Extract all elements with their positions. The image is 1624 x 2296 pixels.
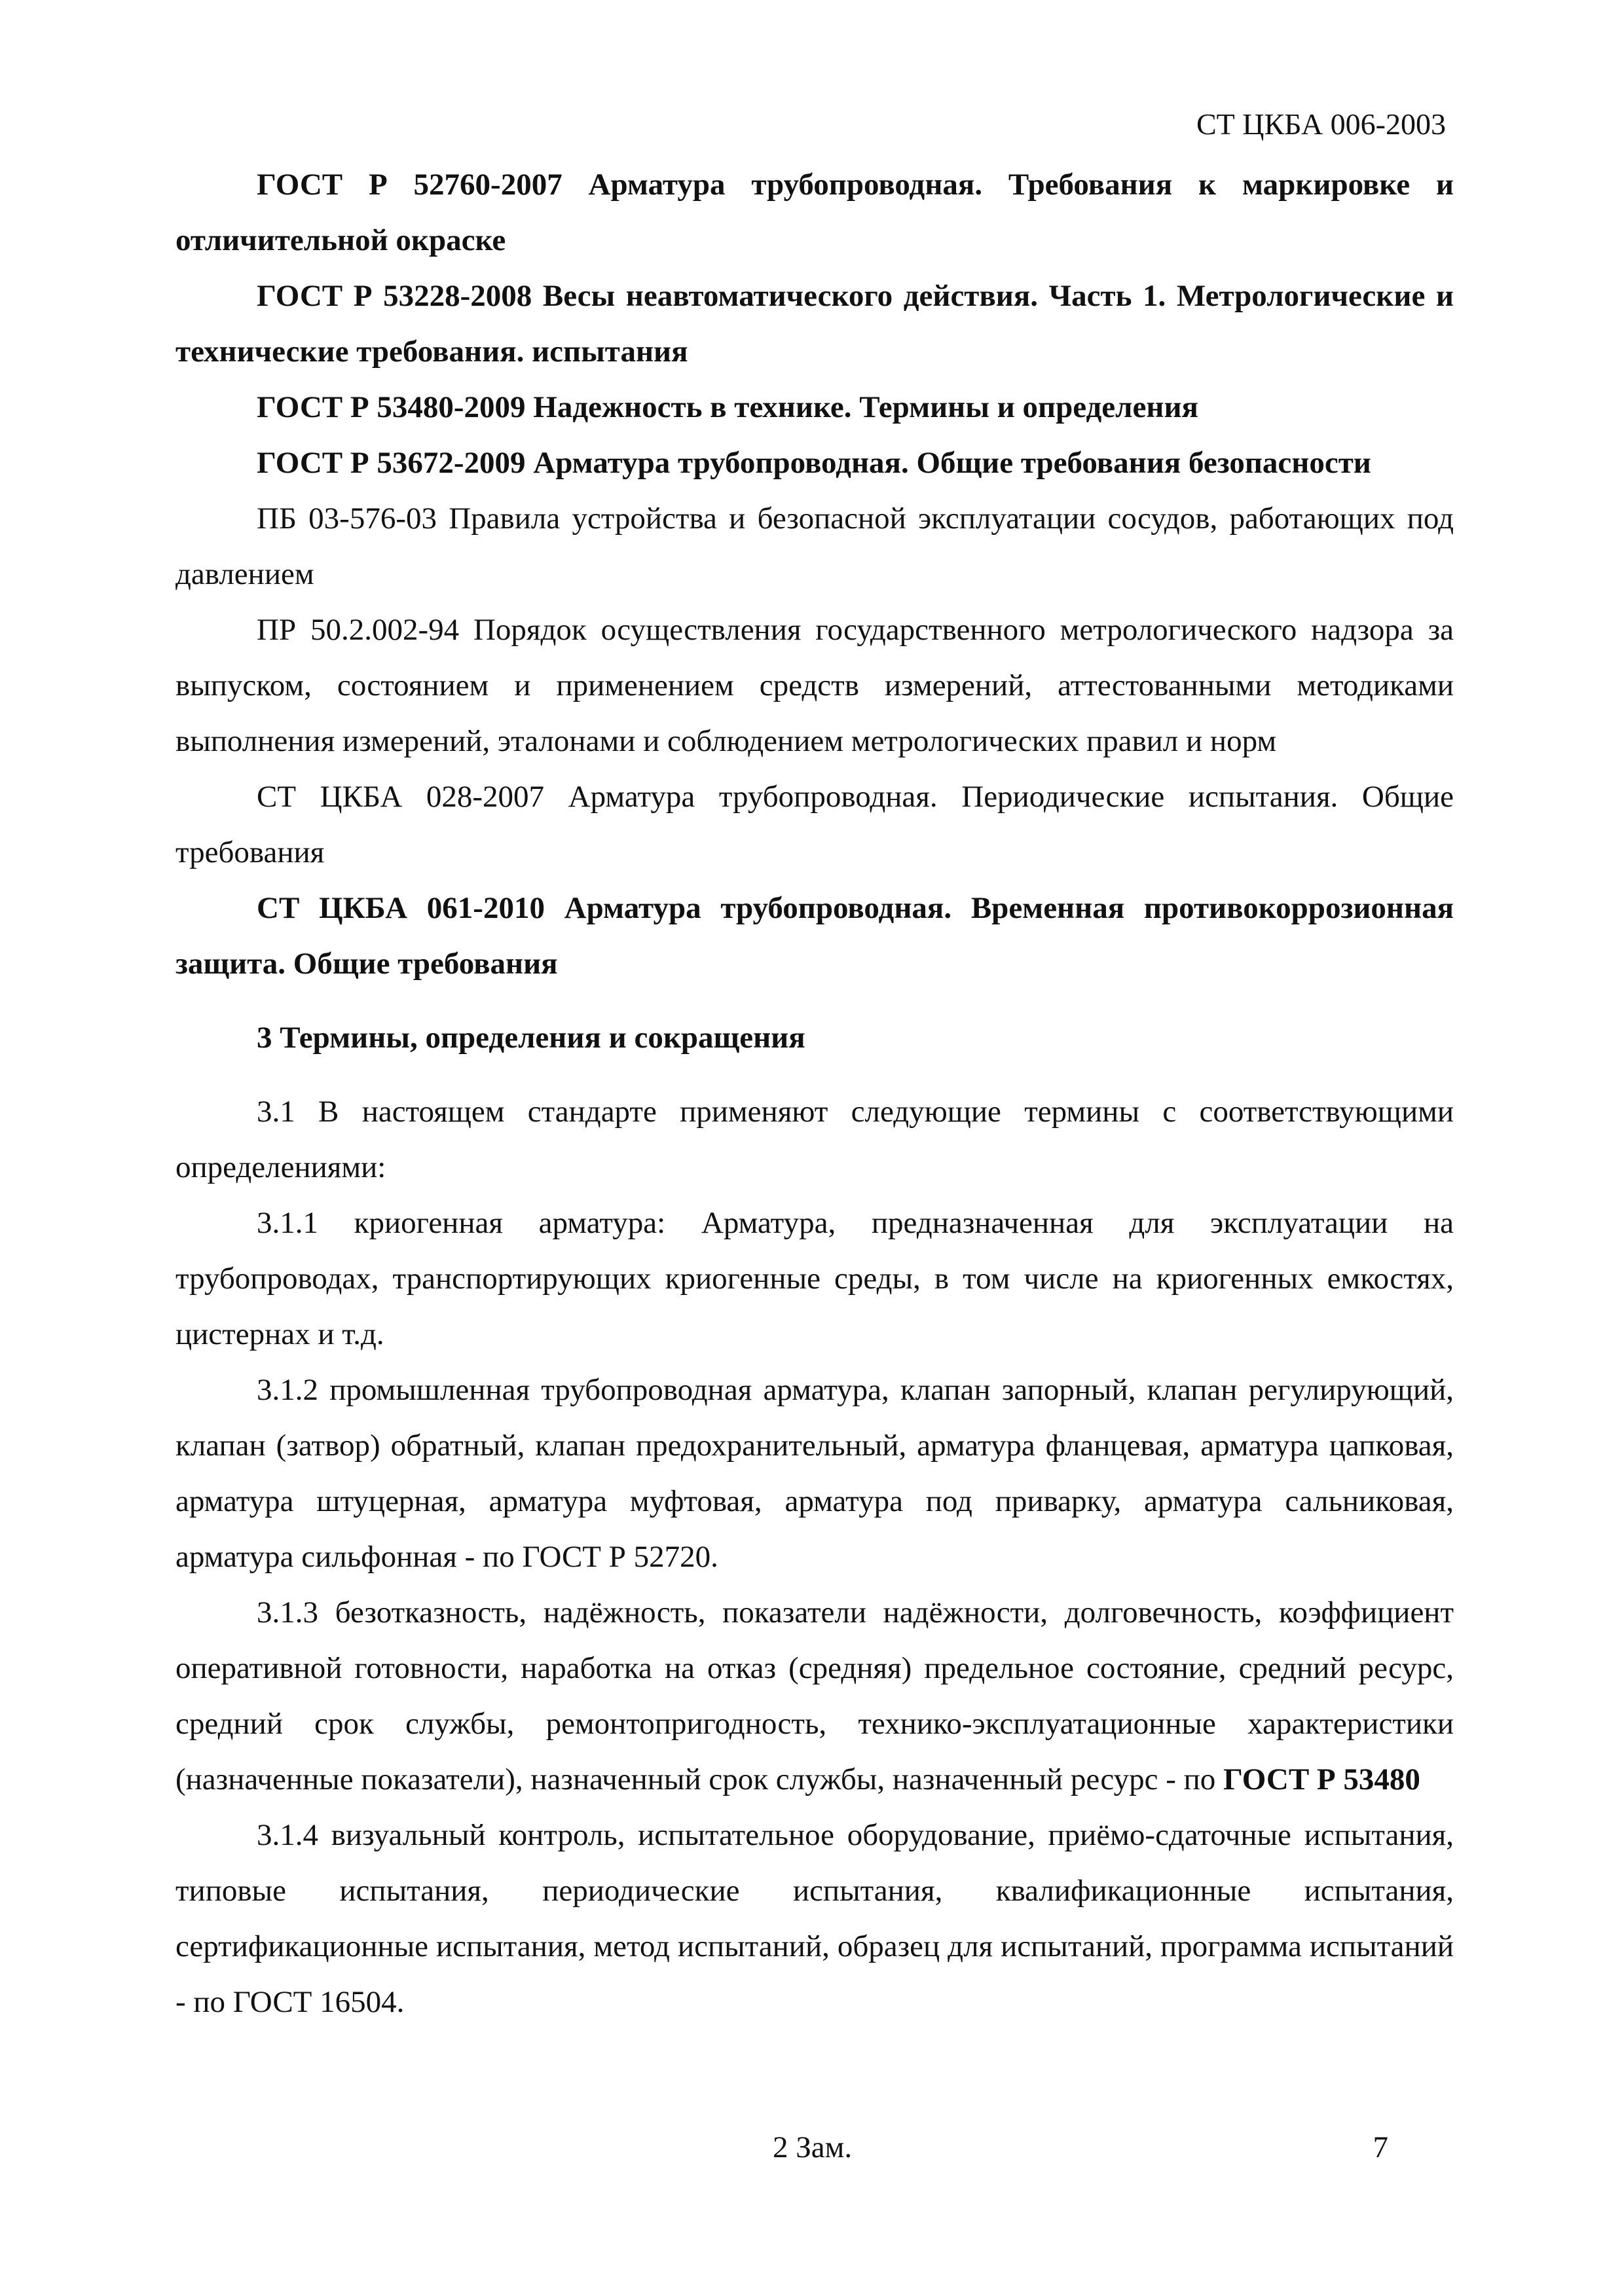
page-number: 7	[1373, 2130, 1388, 2164]
reference-st-ckba-061: СТ ЦКБА 061-2010 Арматура трубопроводная. Временная противокоррозионная защита. Общие требования	[175, 891, 1454, 981]
document-code-header: СТ ЦКБА 006-2003	[1196, 107, 1446, 141]
reference-gost-53672: ГОСТ Р 53672-2009 Арматура трубопроводная. Общие требования безопасности	[257, 446, 1371, 480]
clause-3-1-4: 3.1.4 визуальный контроль, испытательное оборудование, приёмо-сдаточные испытания, типовые испытания, периодические испытания, квалификационные испытания, сертификационные испытания, метод испытаний, образец для испытаний, программа испытаний - по ГОСТ 16504.	[175, 1818, 1454, 2019]
clause-3-1: 3.1 В настоящем стандарте применяют следующие термины с соответствующими определениями:	[175, 1095, 1454, 1184]
page-content	[175, 157, 1454, 2030]
reference-st-ckba-028: СТ ЦКБА 028-2007 Арматура трубопроводная. Периодические испытания. Общие требования	[175, 780, 1454, 869]
section-3-title: 3 Термины, определения и сокращения	[257, 1021, 805, 1055]
clause-3-1-2: 3.1.2 промышленная трубопроводная арматура, клапан запорный, клапан регулирующий, клапан (затвор) обратный, клапан предохранительный, арматура фланцевая, арматура цапковая, арматура штуцерная, арматура муфтовая, арматура под приварку, арматура сальниковая, арматура сильфонная - по ГОСТ Р 52720.	[175, 1373, 1454, 1574]
clause-3-1-1: 3.1.1 криогенная арматура: Арматура, предназначенная для эксплуатации на трубопроводах, транспортирующих криогенные среды, в том числе на криогенных емкостях, цистернах и т.д.	[175, 1206, 1454, 1351]
clause-3-1-3-text: 3.1.3 безотказность, надёжность, показатели надёжности, долговечность, коэффициент оперативной готовности, наработка на отказ (средняя) предельное состояние, средний ресурс, средний срок службы, ремонтопригодность, технико-эксплуатационные характеристики (назначенные показатели), назначенный срок службы, назначенный ресурс - по	[175, 1595, 1454, 1796]
clause-3-1-3-reference: ГОСТ Р 53480	[1223, 1762, 1420, 1796]
reference-gost-53228: ГОСТ Р 53228-2008 Весы неавтоматического действия. Часть 1. Метрологические и технические требования. испытания	[175, 279, 1454, 369]
reference-gost-53480: ГОСТ Р 53480-2009 Надежность в технике. Термины и определения	[257, 390, 1198, 424]
reference-pb-03-576: ПБ 03-576-03 Правила устройства и безопасной эксплуатации сосудов, работающих под давлением	[175, 501, 1454, 591]
reference-gost-52760: ГОСТ Р 52760-2007 Арматура трубопроводная. Требования к маркировке и отличительной окраске	[175, 168, 1454, 257]
reference-pr-50-2-002: ПР 50.2.002-94 Порядок осуществления государственного метрологического надзора за выпуском, состоянием и применением средств измерений, аттестованными методиками выполнения измерений, эталонами и соблюдением метрологических правил и норм	[175, 613, 1454, 758]
clause-3-1-3	[175, 1585, 1454, 1808]
change-mark: 2 Зам.	[773, 2130, 853, 2164]
